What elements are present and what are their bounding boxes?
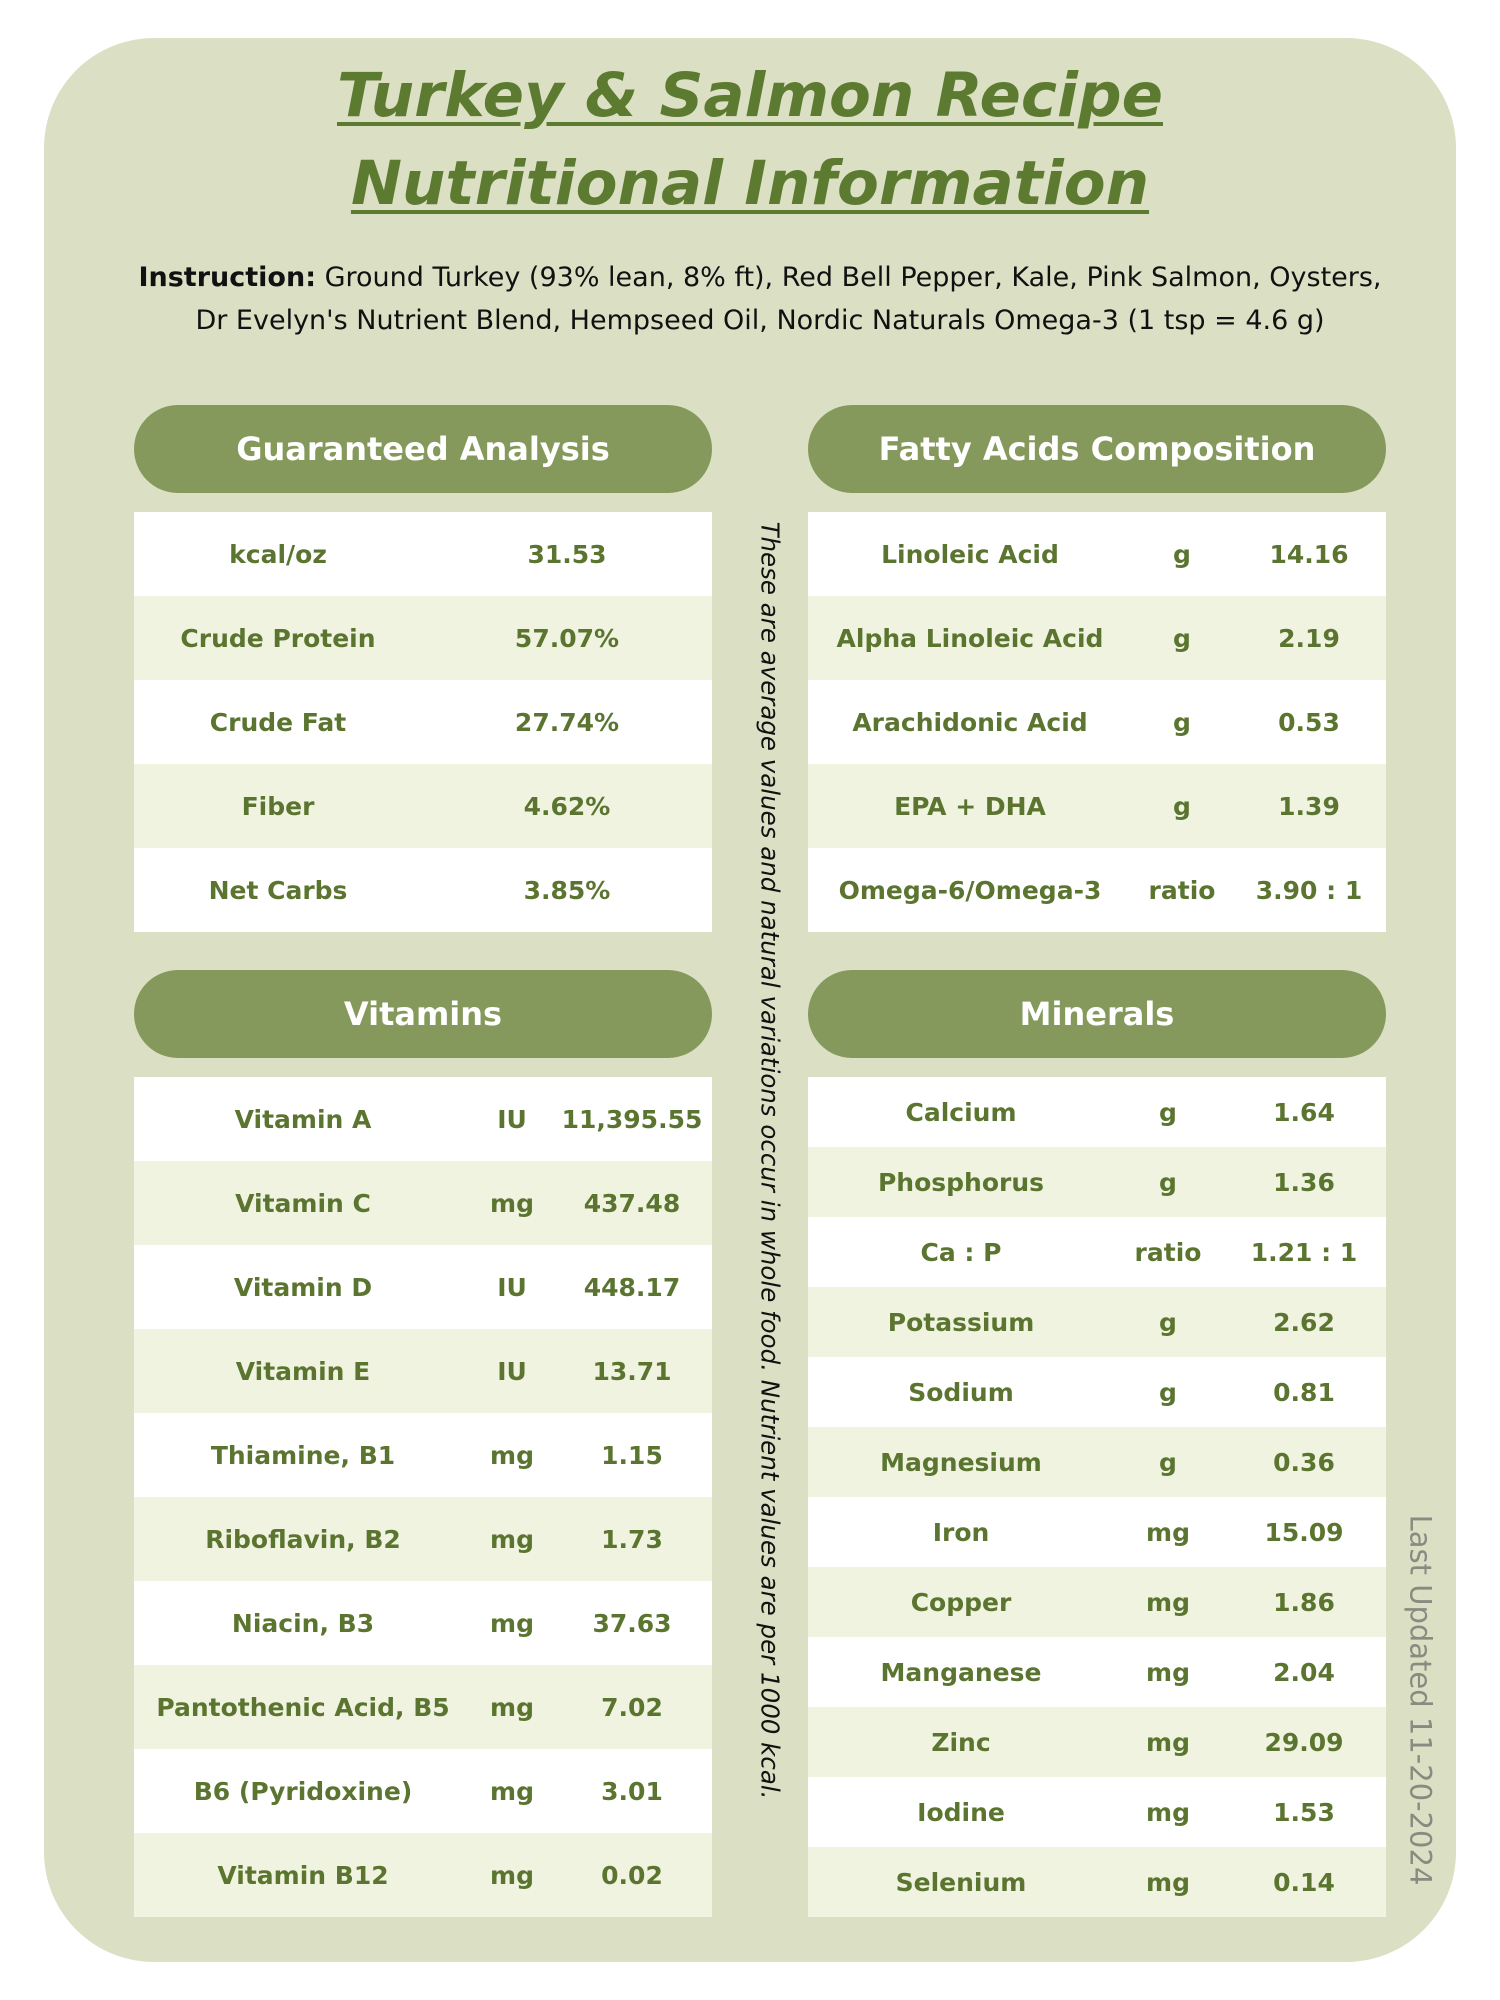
- row-label: Net Carbs: [208, 875, 348, 905]
- row-value: 13.71: [592, 1356, 672, 1386]
- table-row: [134, 848, 712, 932]
- table-row: [134, 1665, 712, 1749]
- row-unit: mg: [1146, 1867, 1190, 1897]
- row-unit: g: [1173, 707, 1191, 737]
- table-row: [134, 1077, 712, 1161]
- row-unit: mg: [490, 1524, 534, 1554]
- row-value: 57.07%: [514, 623, 620, 653]
- row-label: Zinc: [931, 1727, 991, 1757]
- minerals-table: [808, 1077, 1386, 1917]
- row-unit: g: [1159, 1377, 1177, 1407]
- row-label: Sodium: [908, 1377, 1014, 1407]
- table-row: [808, 512, 1386, 596]
- instruction-text: [130, 256, 1390, 342]
- table-row: [808, 1497, 1386, 1567]
- table-row: [134, 1833, 712, 1917]
- row-label: Magnesium: [880, 1447, 1042, 1477]
- row-value: 0.14: [1273, 1867, 1335, 1897]
- row-label: Fiber: [241, 791, 315, 821]
- table-row: [808, 1707, 1386, 1777]
- row-value: 15.09: [1264, 1517, 1344, 1547]
- row-unit: g: [1173, 623, 1191, 653]
- title-line-1: Turkey & Salmon Recipe: [336, 60, 1163, 131]
- table-row: [134, 1581, 712, 1665]
- row-unit: g: [1159, 1097, 1177, 1127]
- table-row: [808, 764, 1386, 848]
- row-label: Phosphorus: [877, 1167, 1045, 1197]
- row-unit: mg: [490, 1608, 534, 1638]
- row-label: Vitamin D: [233, 1272, 373, 1302]
- fatty-acids-table: [808, 512, 1386, 932]
- row-label: kcal/oz: [229, 539, 327, 569]
- row-label: Vitamin A: [234, 1104, 372, 1134]
- row-value: 37.63: [592, 1608, 672, 1638]
- row-value: 1.86: [1273, 1587, 1335, 1617]
- row-unit: mg: [490, 1440, 534, 1470]
- last-updated-text: Last Updated 11-20-2024: [1403, 1514, 1437, 1886]
- row-unit: g: [1173, 539, 1191, 569]
- row-unit: IU: [497, 1272, 527, 1302]
- row-unit: mg: [1146, 1517, 1190, 1547]
- table-row: [134, 596, 712, 680]
- table-row: [134, 512, 712, 596]
- table-row: [134, 680, 712, 764]
- row-value: 11,395.55: [561, 1104, 703, 1134]
- row-value: 1.73: [601, 1524, 663, 1554]
- row-value: 14.16: [1269, 539, 1349, 569]
- row-value: 2.62: [1273, 1307, 1335, 1337]
- row-label: Crude Fat: [209, 707, 347, 737]
- table-row: [808, 1077, 1386, 1147]
- row-label: Linoleic Acid: [881, 539, 1059, 569]
- table-row: [134, 1497, 712, 1581]
- row-value: 4.62%: [523, 791, 611, 821]
- row-unit: mg: [1146, 1587, 1190, 1617]
- title-line-2: Nutritional Information: [350, 148, 1150, 219]
- table-row: [808, 1777, 1386, 1847]
- row-value: 0.81: [1273, 1377, 1335, 1407]
- row-label: EPA + DHA: [894, 791, 1046, 821]
- row-value: 1.53: [1273, 1797, 1335, 1827]
- table-row: [134, 1329, 712, 1413]
- table-row: [808, 1567, 1386, 1637]
- row-label: Pantothenic Acid, B5: [156, 1692, 450, 1722]
- table-row: [134, 764, 712, 848]
- row-value: 1.36: [1273, 1167, 1335, 1197]
- table-row: [808, 596, 1386, 680]
- vitamins-header: Vitamins: [134, 970, 712, 1058]
- row-unit: mg: [490, 1188, 534, 1218]
- row-value: 1.64: [1273, 1097, 1335, 1127]
- row-value: 2.04: [1273, 1657, 1335, 1687]
- row-unit: mg: [490, 1692, 534, 1722]
- table-row: [808, 1147, 1386, 1217]
- row-value: 0.53: [1278, 707, 1340, 737]
- row-label: Riboflavin, B2: [205, 1524, 401, 1554]
- row-unit: mg: [1146, 1657, 1190, 1687]
- table-row: [808, 1357, 1386, 1427]
- instruction-line-1: Ground Turkey (93% lean, 8% ft), Red Bell Pepper, Kale, Pink Salmon, Oysters,: [316, 262, 1382, 293]
- row-unit: g: [1159, 1307, 1177, 1337]
- row-label: Potassium: [887, 1307, 1035, 1337]
- row-value: 448.17: [583, 1272, 681, 1302]
- row-value: 27.74%: [514, 707, 620, 737]
- row-label: B6 (Pyridoxine): [193, 1776, 413, 1806]
- minerals-header: Minerals: [808, 970, 1386, 1058]
- table-row: [808, 1637, 1386, 1707]
- row-unit: ratio: [1134, 1237, 1202, 1267]
- row-label: Selenium: [895, 1867, 1027, 1897]
- row-unit: mg: [1146, 1797, 1190, 1827]
- table-row: [808, 848, 1386, 932]
- row-unit: IU: [497, 1356, 527, 1386]
- row-label: Vitamin E: [235, 1356, 371, 1386]
- row-label: Ca : P: [920, 1237, 1002, 1267]
- row-label: Alpha Linoleic Acid: [836, 623, 1104, 653]
- row-label: Iron: [932, 1517, 990, 1547]
- row-unit: mg: [490, 1860, 534, 1890]
- row-value: 2.19: [1278, 623, 1340, 653]
- fatty-acids-header: Fatty Acids Composition: [808, 405, 1386, 493]
- row-value: 3.01: [601, 1776, 663, 1806]
- row-value: 7.02: [601, 1692, 663, 1722]
- table-row: [808, 680, 1386, 764]
- row-unit: mg: [1146, 1727, 1190, 1757]
- row-value: 1.21 : 1: [1250, 1237, 1358, 1267]
- row-label: Thiamine, B1: [210, 1440, 396, 1470]
- last-updated: [1398, 1510, 1442, 1890]
- row-label: Manganese: [880, 1657, 1042, 1687]
- row-value: 0.02: [601, 1860, 663, 1890]
- row-unit: g: [1173, 791, 1191, 821]
- row-label: Niacin, B3: [231, 1608, 375, 1638]
- row-value: 31.53: [527, 539, 607, 569]
- table-row: [134, 1161, 712, 1245]
- row-unit: g: [1159, 1447, 1177, 1477]
- instruction-label: Instruction:: [138, 262, 316, 293]
- table-row: [134, 1413, 712, 1497]
- row-value: 29.09: [1264, 1727, 1344, 1757]
- table-row: [134, 1245, 712, 1329]
- row-label: Calcium: [905, 1097, 1017, 1127]
- guaranteed-analysis-table: [134, 512, 712, 932]
- instruction-line-2: Dr Evelyn's Nutrient Blend, Hempseed Oil, Nordic Naturals Omega-3 (1 tsp = 4.6 g): [195, 305, 1325, 336]
- vitamins-table: [134, 1077, 712, 1917]
- row-label: Crude Protein: [180, 623, 376, 653]
- row-value: 3.90 : 1: [1255, 875, 1363, 905]
- row-value: 3.85%: [523, 875, 611, 905]
- row-value: 437.48: [583, 1188, 681, 1218]
- row-unit: ratio: [1148, 875, 1216, 905]
- row-value: 1.39: [1278, 791, 1340, 821]
- table-row: [808, 1847, 1386, 1917]
- row-label: Omega-6/Omega-3: [838, 875, 1102, 905]
- table-row: [808, 1427, 1386, 1497]
- row-value: 1.15: [601, 1440, 663, 1470]
- page-title: [0, 52, 1500, 228]
- table-row: [808, 1217, 1386, 1287]
- row-label: Iodine: [917, 1797, 1005, 1827]
- row-label: Arachidonic Acid: [852, 707, 1088, 737]
- guaranteed-analysis-header: Guaranteed Analysis: [134, 405, 712, 493]
- row-value: 0.36: [1273, 1447, 1335, 1477]
- row-unit: g: [1159, 1167, 1177, 1197]
- row-label: Vitamin B12: [217, 1860, 389, 1890]
- table-row: [134, 1749, 712, 1833]
- side-note: [750, 450, 790, 1870]
- table-row: [808, 1287, 1386, 1357]
- row-unit: IU: [497, 1104, 527, 1134]
- row-unit: mg: [490, 1776, 534, 1806]
- side-note-text: These are average values and natural variations occur in whole food. Nutrient values are per 1000 kcal.: [755, 521, 785, 1799]
- row-label: Vitamin C: [235, 1188, 371, 1218]
- row-label: Copper: [910, 1587, 1012, 1617]
